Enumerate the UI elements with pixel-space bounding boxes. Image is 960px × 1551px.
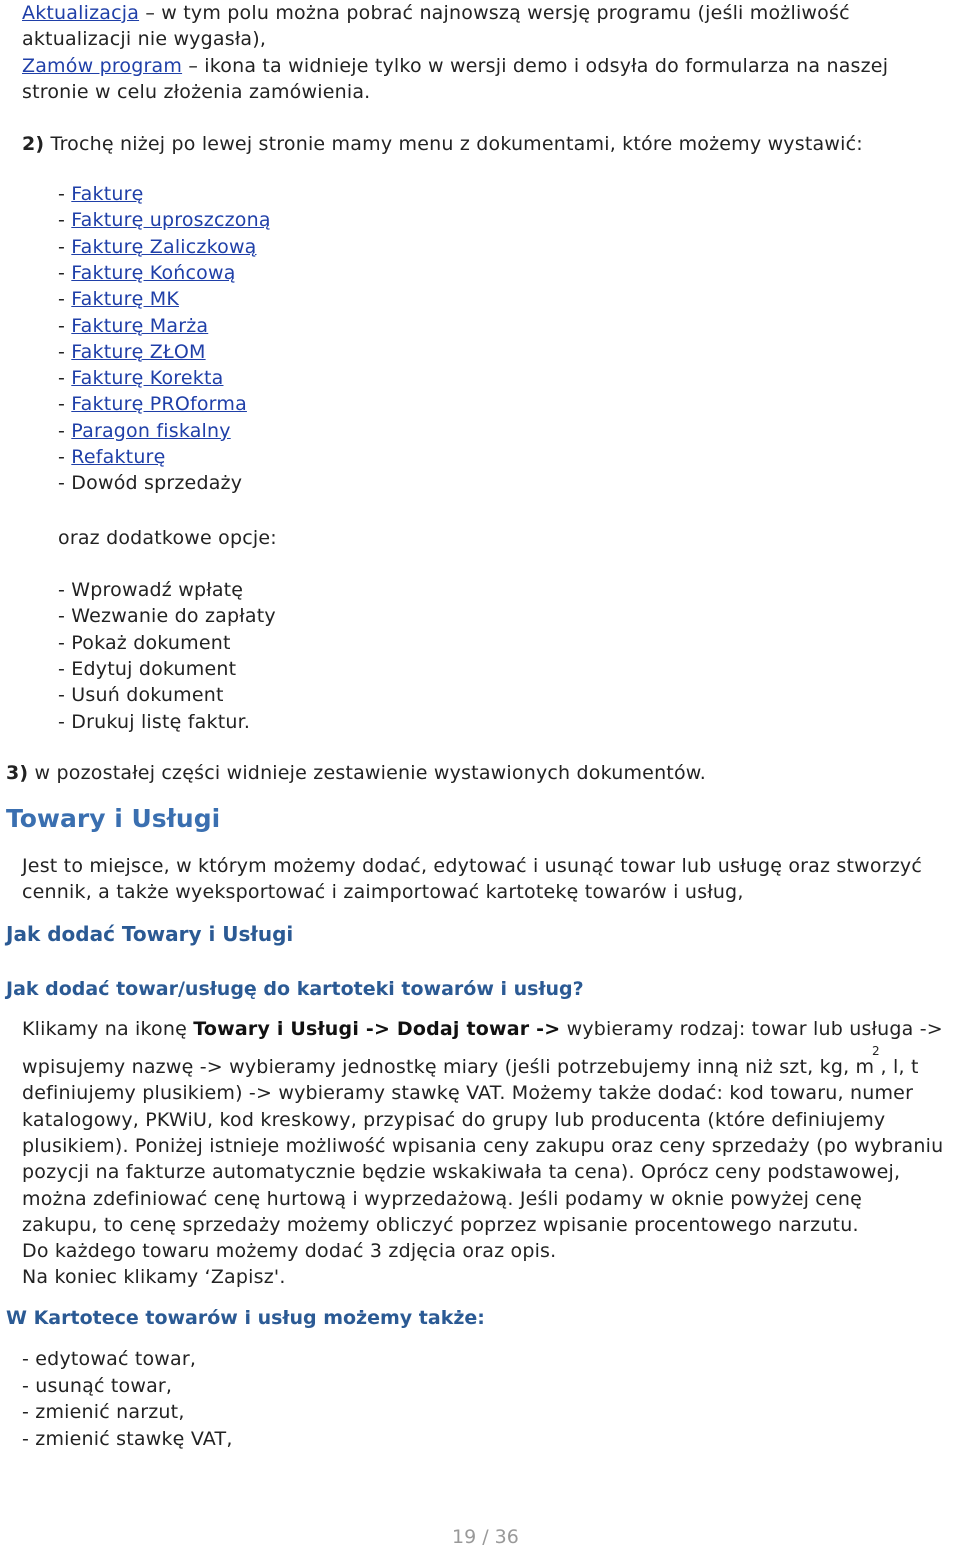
kartoteka-action-item: - usunąć towar, [22,1374,173,1397]
document-label: Dowód sprzedaży [71,472,243,495]
kartoteka-action-item: - zmienić stawkę VAT, [22,1427,233,1450]
list-dash: - [58,235,72,258]
extra-options-heading: oraz dodatkowe opcje: [58,527,277,549]
towary-desc-line-2: cennik, a także wyeksportować i zaimportować kartotekę towarów i usług, [22,881,744,903]
section-3-text [6,760,706,786]
section-3-number: 3) [6,762,29,784]
intro-line-3 [22,53,888,79]
page-number: 19 / 36 [452,1526,519,1548]
document-menu-item[interactable] [58,391,247,417]
aktualizacja-link[interactable]: Aktualizacja [22,2,140,24]
extra-option-item: - Wprowadź wpłatę [58,579,244,601]
document-link[interactable]: Fakturę [71,183,144,205]
section-3-body: w pozostałej części widnieje zestawienie wystawionych dokumentów. [28,762,707,784]
document-link[interactable]: Fakturę Zaliczkową [71,235,257,258]
list-dash: - [58,314,72,337]
paragraph-line: Do każdego towaru możemy dodać 3 zdjęcia oraz opis. [22,1240,557,1263]
paragraph-line: Na koniec klikamy ‘Zapisz'. [22,1266,286,1289]
document-menu-item[interactable] [58,234,257,260]
list-dash: - [58,367,72,390]
intro-line-2: aktualizacji nie wygasła), [22,28,267,50]
section-2-text: Trochę niżej po lewej stronie mamy menu z dokumentami, które możemy wystawić: [44,133,863,155]
intro-line-1 [22,0,850,26]
document-menu-item[interactable] [58,260,236,286]
add-item-intro: Klikamy na ikonę [22,1018,194,1040]
towary-title: Towary i Usługi [6,804,221,833]
kartoteka-action-item: - edytować towar, [22,1348,197,1370]
document-menu-item[interactable] [58,313,208,339]
paragraph-line: katalogowy, PKWiU, kod kreskowy, przypisać do grupy lub producenta (które definiujemy [22,1108,886,1131]
document-link[interactable]: Fakturę ZŁOM [71,340,206,363]
zamow-program-link[interactable]: Zamów program [22,55,183,77]
document-link[interactable]: Fakturę Korekta [71,367,224,390]
document-menu-item [58,470,242,496]
extra-option-item: - Usuń dokument [58,684,224,707]
paragraph-line: można zdefiniować cenę hurtową i wyprzedażową. Jeśli podamy w oknie powyżej cenę [22,1187,862,1210]
document-menu-item[interactable] [58,444,165,470]
jak-dodac-towary-heading: Jak dodać Towary i Usługi [6,922,294,946]
section-2-heading [22,131,863,157]
document-menu-item[interactable] [58,181,144,207]
list-dash: - [58,261,72,284]
document-link[interactable]: Paragon fiskalny [71,419,231,442]
superscript-2: 2 [872,1044,880,1058]
intro-line-3-text: – ikona ta widnieje tylko w wersji demo i odsyła do formularza na naszej [182,55,889,77]
list-dash: - [58,209,72,232]
document-link[interactable]: Refakturę [71,446,166,468]
document-menu-item[interactable] [58,207,271,233]
list-dash: - [58,393,72,416]
document-link[interactable]: Fakturę MK [71,288,180,311]
extra-option-item: - Edytuj dokument [58,657,237,680]
list-dash: - [58,446,72,468]
jak-dodac-towar-heading: Jak dodać towar/usługę do kartoteki towarów i usług? [6,978,584,1000]
list-dash: - [58,472,72,495]
intro-line-1-text: – w tym polu można pobrać najnowszą wersję programu (jeśli możliwość [139,2,850,24]
list-dash: - [58,419,72,442]
document-menu-item[interactable] [58,418,231,444]
paragraph-line: zakupu, to cenę sprzedaży możemy obliczyć poprzez wpisanie procentowego narzutu. [22,1213,859,1236]
section-2-number: 2) [22,133,45,155]
list-dash: - [58,183,72,205]
extra-option-item: - Pokaż dokument [58,631,231,654]
document-link[interactable]: Fakturę PROforma [71,393,247,416]
paragraph-line: definiujemy plusikiem) -> wybieramy stawkę VAT. Możemy także dodać: kod towaru, numer [22,1082,914,1105]
extra-option-item: - Drukuj listę faktur. [58,710,251,733]
document-menu-item[interactable] [58,286,179,312]
intro-line-4: stronie w celu złożenia zamówienia. [22,81,371,103]
paragraph-line: plusikiem). Poniżej istnieje możliwość wpisania ceny zakupu oraz ceny sprzedaży (po wybraniu [22,1134,944,1157]
list-dash: - [58,288,72,311]
add-item-paragraph-start [22,1016,943,1042]
towary-desc-line-1: Jest to miejsce, w którym możemy dodać, edytować i usunąć towar lub usługę oraz stworzyć [22,855,923,877]
document-menu-item[interactable] [58,339,206,365]
kartoteka-action-item: - zmienić narzut, [22,1401,185,1423]
paragraph-line: wpisujemy nazwę -> wybieramy jednostkę miary (jeśli potrzebujemy inną niż szt, kg, m , l, t [22,1056,919,1078]
document-link[interactable]: Fakturę Marża [71,314,209,337]
add-item-continue: wybieramy rodzaj: towar lub usługa -> [560,1018,943,1040]
document-menu-item[interactable] [58,365,223,391]
kartoteka-heading: W Kartotece towarów i usług możemy także: [6,1307,485,1329]
add-item-path: Towary i Usługi -> Dodaj towar -> [193,1018,561,1040]
document-link[interactable]: Fakturę uproszczoną [71,209,271,232]
paragraph-line: pozycji na fakturze automatycznie będzie wskakiwała ta cena). Oprócz ceny podstawowej, [22,1161,901,1184]
document-link[interactable]: Fakturę Końcową [71,261,236,284]
extra-option-item: - Wezwanie do zapłaty [58,605,276,628]
list-dash: - [58,340,72,363]
